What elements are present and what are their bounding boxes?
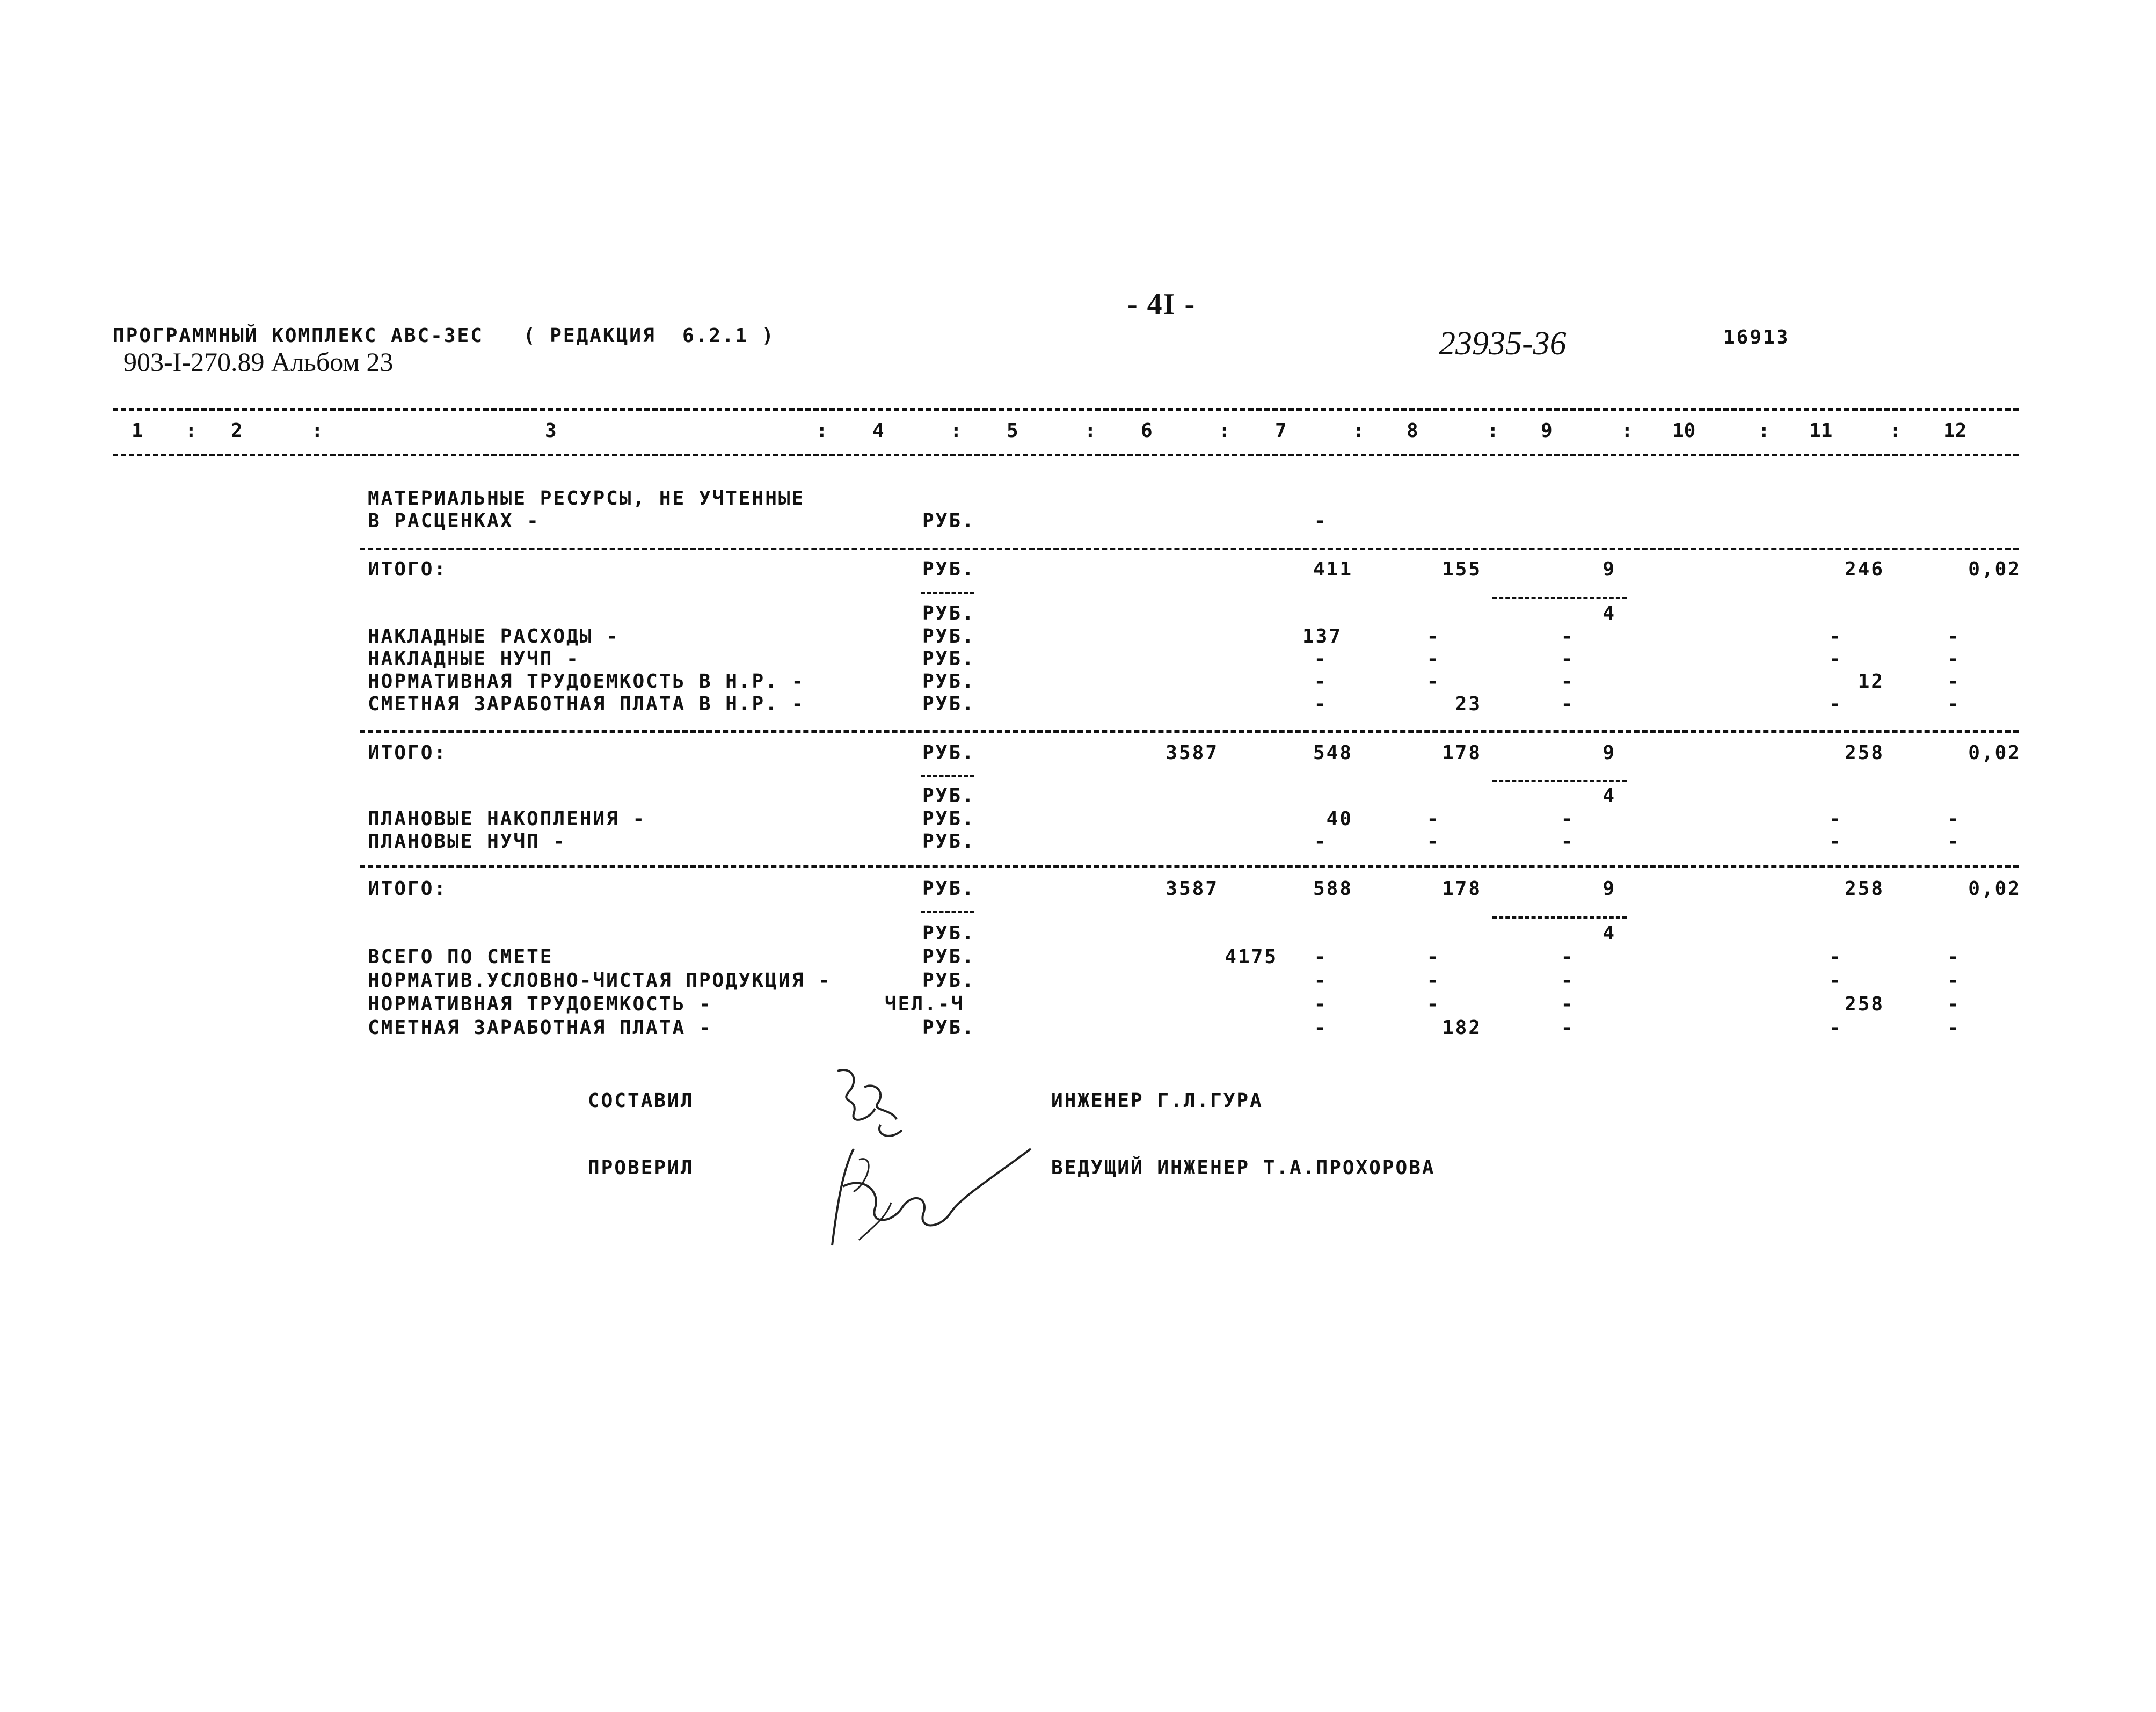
grand-total-col12: - (1947, 946, 1961, 968)
overhead-unit: РУБ. (922, 625, 975, 647)
overhead-label: НАКЛАДНЫЕ РАСХОДЫ - (368, 625, 620, 647)
document-code: 23935-36 (1439, 325, 1567, 362)
materials-label-line2: В РАСЦЕНКАХ - (368, 510, 540, 532)
col9-underline-2 (1492, 780, 1627, 782)
unit-underline-2 (921, 775, 974, 777)
column-number-5: 5 (1007, 420, 1018, 442)
wage-np-col8: 23 (1455, 693, 1482, 715)
total2-col11: 258 (1844, 742, 1884, 764)
overhead-rd-col9: - (1561, 648, 1575, 670)
planned-rd-col12: - (1947, 830, 1961, 853)
wage-np-col11: - (1829, 693, 1843, 715)
overhead-col11: - (1829, 625, 1843, 647)
total3-col11: 258 (1844, 878, 1884, 900)
planned-col11: - (1829, 808, 1843, 830)
grand-total-col8: - (1426, 946, 1440, 968)
total1-col8: 155 (1441, 558, 1482, 580)
signature-composed (821, 1060, 929, 1146)
labor-np-unit: РУБ. (922, 671, 975, 693)
planned-label: ПЛАНОВЫЕ НАКОПЛЕНИЯ - (368, 808, 646, 830)
planned-rd-unit: РУБ. (922, 830, 975, 853)
overhead-rd-label: НАКЛАДНЫЕ НУЧП - (368, 648, 580, 670)
header-top-rule (113, 408, 2019, 411)
net-product-col12: - (1947, 970, 1961, 992)
planned-col12: - (1947, 808, 1961, 830)
planned-rd-col8: - (1426, 830, 1440, 853)
composed-name: ИНЖЕНЕР Г.Л.ГУРА (1051, 1090, 1263, 1112)
overhead-rd-col11: - (1829, 648, 1843, 670)
grand-total-col11: - (1829, 946, 1843, 968)
total1-sub-unit: РУБ. (922, 602, 975, 624)
overhead-col9: - (1561, 625, 1575, 647)
column-number-9: 9 (1541, 420, 1553, 442)
total3-sub-unit: РУБ. (922, 922, 975, 944)
materials-unit: РУБ. (922, 510, 975, 532)
total1-col7: 411 (1313, 558, 1353, 580)
total2-col12: 0,02 (1968, 742, 2021, 764)
net-product-col7: - (1314, 970, 1328, 992)
column-number-11: 11 (1809, 420, 1833, 442)
overhead-rd-col12: - (1947, 648, 1961, 670)
net-product-col8: - (1426, 970, 1440, 992)
total1-col12: 0,02 (1968, 558, 2021, 580)
labor-np-label: НОРМАТИВНАЯ ТРУДОЕМКОСТЬ В Н.Р. - (368, 671, 805, 693)
column-number-4: 4 (872, 420, 884, 442)
planned-col9: - (1561, 808, 1575, 830)
col9-underline-3 (1492, 916, 1627, 919)
wage-col12: - (1947, 1017, 1961, 1039)
grand-total-unit: РУБ. (922, 946, 975, 968)
column-separator: : (816, 420, 828, 442)
total1-col9: 9 (1603, 558, 1616, 580)
column-separators: : (185, 420, 197, 442)
unit-underline-1 (921, 592, 974, 594)
header-bottom-rule (113, 454, 2019, 456)
program-line: ПРОГРАММНЫЙ КОМПЛЕКС АВС-3ЕС ( РЕДАКЦИЯ 6.2.1 ) (113, 325, 775, 347)
labor-col9: - (1561, 993, 1575, 1015)
total1-col11: 246 (1844, 558, 1884, 580)
overhead-col7: 137 (1302, 625, 1342, 647)
wage-label: СМЕТНАЯ ЗАРАБОТНАЯ ПЛАТА - (368, 1017, 712, 1039)
column-number-8: 8 (1407, 420, 1418, 442)
planned-unit: РУБ. (922, 808, 975, 830)
labor-col11: 258 (1844, 993, 1884, 1015)
labor-col7: - (1314, 993, 1328, 1015)
total2-col6: 3587 (1166, 742, 1219, 764)
rule-2 (360, 730, 2019, 733)
column-number-1: 1 (132, 420, 143, 442)
checked-label: ПРОВЕРИЛ (588, 1157, 694, 1179)
rule-1 (360, 548, 2019, 550)
labor-np-col8: - (1426, 671, 1440, 693)
net-product-unit: РУБ. (922, 970, 975, 992)
net-product-col11: - (1829, 970, 1843, 992)
overhead-rd-col8: - (1426, 648, 1440, 670)
wage-np-col12: - (1947, 693, 1961, 715)
labor-np-col11: 12 (1858, 671, 1884, 693)
labor-np-col12: - (1947, 671, 1961, 693)
column-number-10: 10 (1672, 420, 1696, 442)
total2-col8: 178 (1441, 742, 1482, 764)
labor-np-col7: - (1314, 671, 1328, 693)
total3-col12: 0,02 (1968, 878, 2021, 900)
sheet-id: 16913 (1723, 326, 1790, 348)
grand-total-col9: - (1561, 946, 1575, 968)
planned-rd-col7: - (1314, 830, 1328, 853)
total3-label: ИТОГО: (368, 878, 448, 900)
total1-label: ИТОГО: (368, 558, 448, 580)
column-separator: : (311, 420, 323, 442)
wage-col7: - (1314, 1017, 1328, 1039)
wage-np-col9: - (1561, 693, 1575, 715)
total2-col9: 9 (1603, 742, 1616, 764)
column-number-3: 3 (545, 420, 557, 442)
column-separator: : (1219, 420, 1230, 442)
total2-col7: 548 (1313, 742, 1353, 764)
total1-unit: РУБ. (922, 558, 975, 580)
planned-col7: 40 (1326, 808, 1353, 830)
net-product-label: НОРМАТИВ.УСЛОВНО-ЧИСТАЯ ПРОДУКЦИЯ - (368, 970, 832, 992)
wage-unit: РУБ. (922, 1017, 975, 1039)
overhead-col12: - (1947, 625, 1961, 647)
labor-np-col9: - (1561, 671, 1575, 693)
materials-label-line1: МАТЕРИАЛЬНЫЕ РЕСУРСЫ, НЕ УЧТЕННЫЕ (368, 487, 805, 509)
total3-col7: 588 (1313, 878, 1353, 900)
page-number: - 4I - (1127, 288, 1196, 321)
wage-np-col7: - (1314, 693, 1328, 715)
total3-col9: 9 (1603, 878, 1616, 900)
labor-unit: ЧЕЛ.-Ч (885, 993, 965, 1015)
planned-rd-col11: - (1829, 830, 1843, 853)
total2-label: ИТОГО: (368, 742, 448, 764)
wage-np-label: СМЕТНАЯ ЗАРАБОТНАЯ ПЛАТА В Н.Р. - (368, 693, 805, 715)
column-separator: : (1353, 420, 1365, 442)
labor-col12: - (1947, 993, 1961, 1015)
wage-col11: - (1829, 1017, 1843, 1039)
total3-col6: 3587 (1166, 878, 1219, 900)
overhead-rd-unit: РУБ. (922, 648, 975, 670)
column-separator: : (1758, 420, 1770, 442)
total3-unit: РУБ. (922, 878, 975, 900)
column-separator: : (1890, 420, 1902, 442)
labor-label: НОРМАТИВНАЯ ТРУДОЕМКОСТЬ - (368, 993, 712, 1015)
signature-checked (811, 1138, 1036, 1256)
overhead-col8: - (1426, 625, 1440, 647)
column-number-6: 6 (1141, 420, 1153, 442)
column-separator: : (1621, 420, 1633, 442)
column-separator: : (950, 420, 962, 442)
column-separator: : (1084, 420, 1096, 442)
total2-sub-col9: 4 (1603, 785, 1616, 807)
total2-unit: РУБ. (922, 742, 975, 764)
grand-total-col6: 4175 (1225, 946, 1278, 968)
planned-col8: - (1426, 808, 1440, 830)
column-number-12: 12 (1943, 420, 1967, 442)
total3-sub-col9: 4 (1603, 922, 1616, 944)
wage-col8: 182 (1441, 1017, 1482, 1039)
rule-3 (360, 865, 2019, 868)
wage-col9: - (1561, 1017, 1575, 1039)
overhead-rd-col7: - (1314, 648, 1328, 670)
checked-name: ВЕДУЩИЙ ИНЖЕНЕР Т.А.ПРОХОРОВА (1051, 1157, 1436, 1179)
total3-col8: 178 (1441, 878, 1482, 900)
labor-col8: - (1426, 993, 1440, 1015)
total2-sub-unit: РУБ. (922, 785, 975, 807)
column-number-7: 7 (1275, 420, 1287, 442)
planned-rd-col9: - (1561, 830, 1575, 853)
grand-total-label: ВСЕГО ПО СМЕТЕ (368, 946, 553, 968)
col9-underline-1 (1492, 597, 1627, 599)
wage-np-unit: РУБ. (922, 693, 975, 715)
grand-total-col7: - (1314, 946, 1328, 968)
total1-sub-col9: 4 (1603, 602, 1616, 624)
net-product-col9: - (1561, 970, 1575, 992)
album-title: 903-I-270.89 Альбом 23 (123, 347, 394, 377)
materials-col7: - (1314, 510, 1328, 532)
composed-label: СОСТАВИЛ (588, 1090, 694, 1112)
column-number-2: 2 (231, 420, 243, 442)
unit-underline-3 (921, 911, 974, 913)
planned-rd-label: ПЛАНОВЫЕ НУЧП - (368, 830, 567, 853)
column-separator: : (1487, 420, 1499, 442)
